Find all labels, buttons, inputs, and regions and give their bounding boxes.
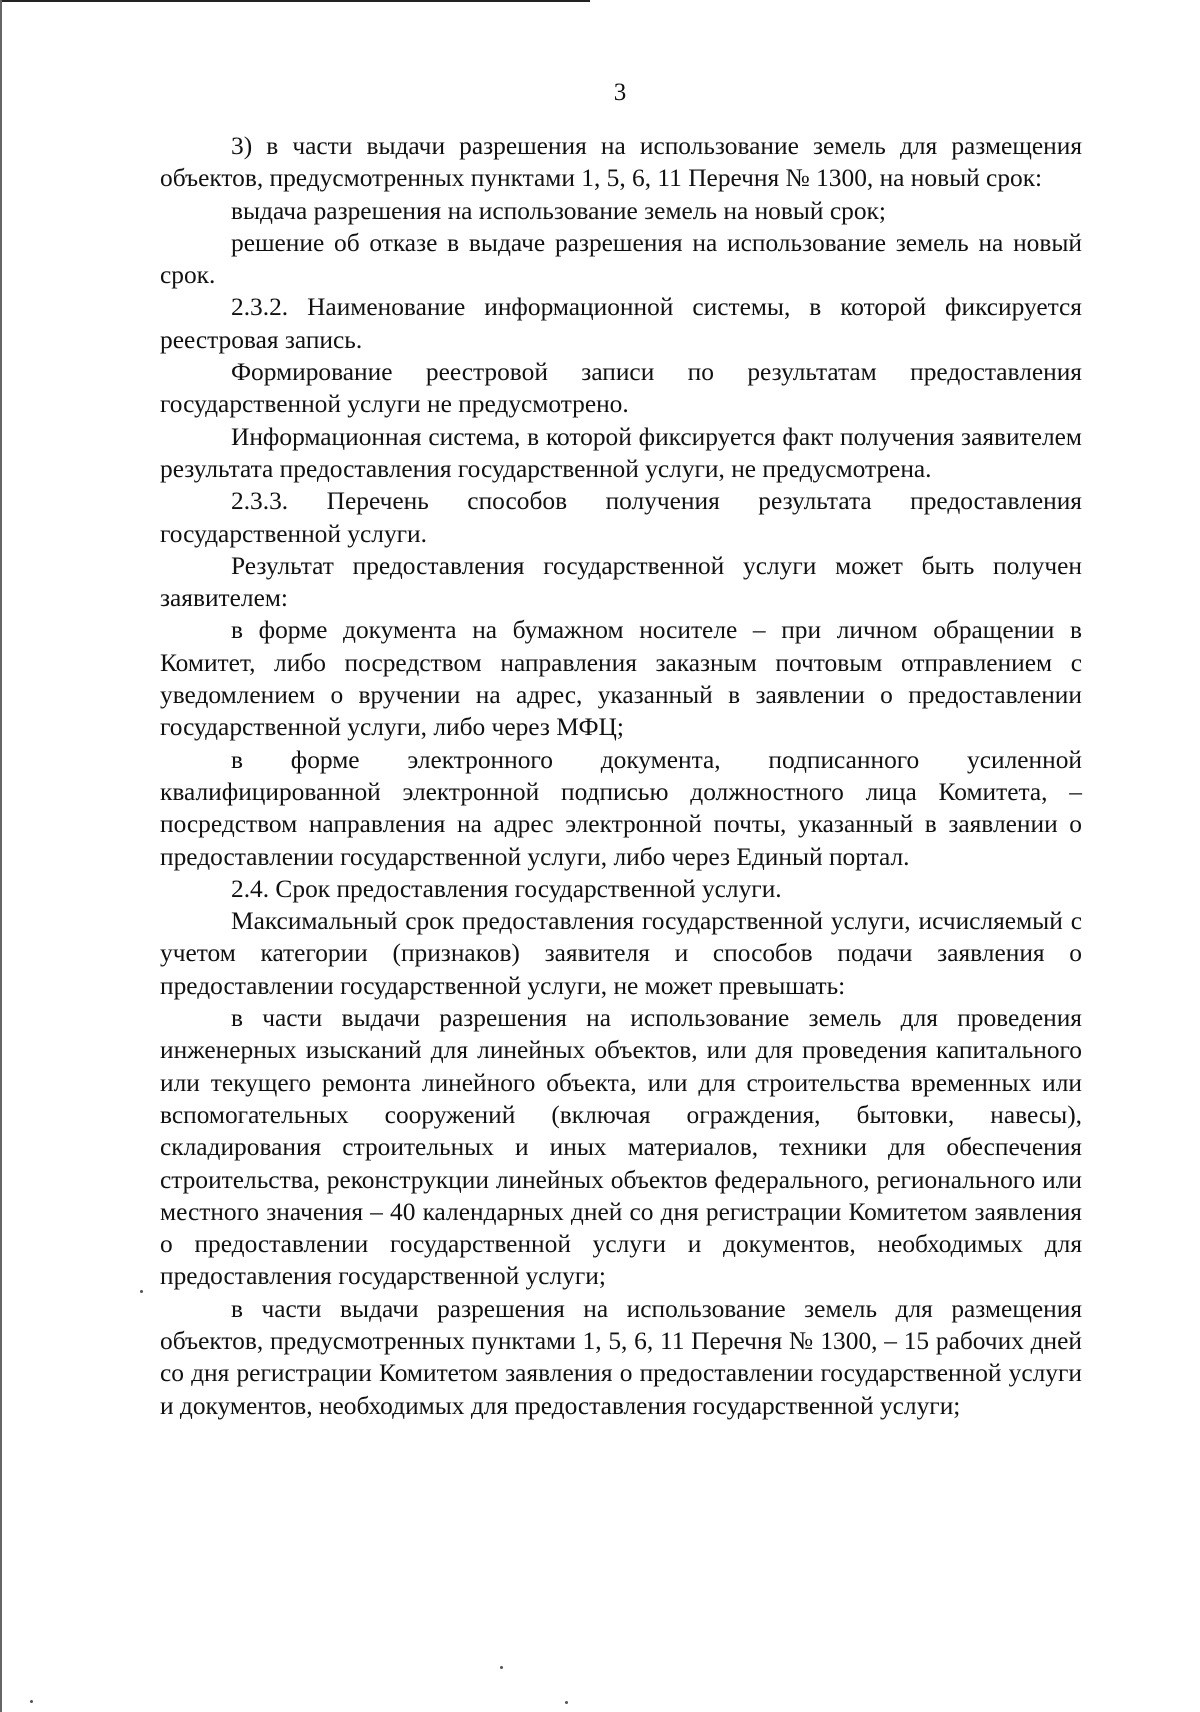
document-body bbox=[160, 130, 1082, 1422]
paragraph: решение об отказе в выдаче разрешения на использование земель на новый срок. bbox=[160, 228, 1082, 290]
paragraph: Максимальный срок предоставления государственной услуги, исчисляемый с учетом категории (признаков) заявителя и способов подачи заявления о предоставлении государственной услуги, не может превышать: bbox=[160, 907, 1082, 1000]
paragraph: выдача разрешения на использование земель на новый срок; bbox=[231, 196, 886, 225]
paragraph: Формирование реестровой записи по результатам предоставления государственной услуги не предусмотрено. bbox=[160, 358, 1082, 419]
paragraph: 3) в части выдачи разрешения на использование земель для размещения объектов, предусмотренных пунктами 1, 5, 6, 11 Перечня № 1300, на новый срок: bbox=[160, 132, 1082, 193]
paragraph: 2.3.3. Перечень способов получения результата предоставления государственной услуги. bbox=[160, 487, 1082, 548]
scan-speck bbox=[565, 1701, 568, 1704]
scan-edge-top bbox=[0, 0, 590, 2]
paragraph: в части выдачи разрешения на использование земель для проведения инженерных изысканий для линейных объектов, или для проведения капитального или текущего ремонта линейного объекта, или для строительства временных или вспомогательных сооружений (включая ограждения, бытовки, навесы), складирования строительных и иных материалов, техники для обеспечения строительства, реконструкции линейных объектов федерального, регионального или местного значения – 40 календарных дней со дня регистрации Комитетом заявления о предоставлении государственной услуги и документов, необходимых для предоставления государственной услуги; bbox=[160, 1004, 1082, 1291]
paragraph: в форме электронного документа, подписанного усиленной квалифицированной электронной подписью должностного лица Комитета, – посредством направления на адрес электронной почты, указанный в заявлении о предоставлении государственной услуги, либо через Единый портал. bbox=[160, 745, 1082, 871]
scan-speck bbox=[30, 1700, 33, 1703]
page-number: 3 bbox=[613, 79, 627, 106]
paragraph: 2.4. Срок предоставления государственной услуги. bbox=[231, 874, 782, 903]
paragraph: в части выдачи разрешения на использование земель для размещения объектов, предусмотренных пунктами 1, 5, 6, 11 Перечня № 1300, – 15 рабочих дней со дня регистрации Комитетом заявления о предоставлении государственной услуги и документов, необходимых для предоставления государственной услуги; bbox=[160, 1294, 1082, 1420]
scan-speck bbox=[500, 1666, 503, 1669]
paragraph: Информационная система, в которой фиксируется факт получения заявителем результата предоставления государственной услуги, не предусмотрена. bbox=[160, 422, 1082, 483]
paragraph: Результат предоставления государственной услуги может быть получен заявителем: bbox=[160, 551, 1082, 613]
paragraph: 2.3.2. Наименование информационной системы, в которой фиксируется реестровая запись. bbox=[160, 293, 1082, 354]
scan-edge-left bbox=[0, 0, 2, 1712]
scan-speck bbox=[140, 1290, 143, 1293]
paragraph: в форме документа на бумажном носителе – при личном обращении в Комитет, либо посредством направления заказным почтовым отправлением с уведомлением о вручении на адрес, указанный в заявлении о предоставлении государственной услуги, либо через МФЦ; bbox=[160, 616, 1082, 742]
